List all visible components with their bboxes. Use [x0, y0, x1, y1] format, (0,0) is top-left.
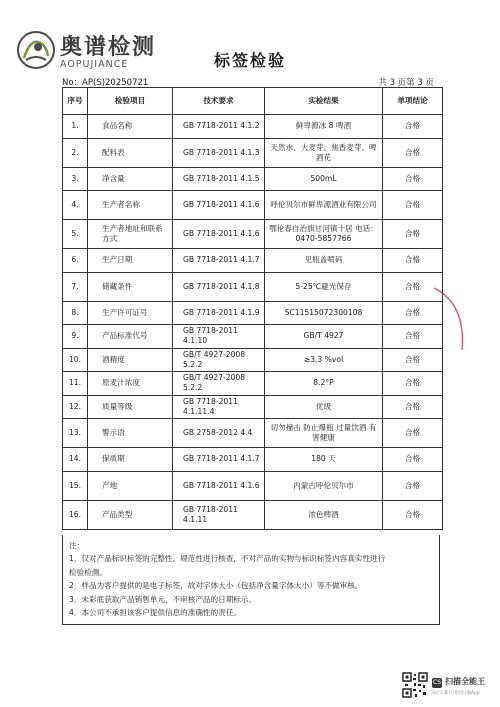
row-no: 6.	[63, 249, 88, 273]
row-item: 生产许可证号	[88, 301, 173, 325]
notes-heading: 注：	[69, 541, 85, 550]
row-verdict: 合格	[383, 191, 443, 220]
row-item: 配料表	[88, 138, 173, 167]
row-result: 鄂伦春自治旗甘河镇十居 电话：0470-5857766	[265, 220, 383, 249]
col-header-item: 检验项目	[88, 88, 173, 115]
qr-code-icon	[402, 672, 428, 698]
row-item: 警示语	[88, 419, 173, 448]
note-line: 4．本公司不承担该客户提供信息的准确性的责任。	[69, 608, 241, 618]
table-row	[63, 115, 443, 139]
col-header-no: 序号	[63, 88, 88, 115]
row-requirement: GB 2758-2012 4.4	[173, 419, 265, 448]
row-no: 7.	[63, 272, 88, 301]
row-item: 净含量	[88, 167, 173, 191]
row-item: 生产者地址和联系方式	[88, 220, 173, 249]
row-requirement: GB 7718-2011 4.1.3	[173, 138, 265, 167]
row-requirement: GB 7718-2011 4.1.6	[173, 191, 265, 220]
row-requirement: GB 7718-2011 4.1.7	[173, 249, 265, 273]
table-row	[63, 325, 443, 349]
notes-box	[62, 535, 440, 625]
row-verdict: 合格	[383, 372, 443, 396]
table-row	[63, 348, 443, 372]
row-item: 生产日期	[88, 249, 173, 273]
page-indicator: 共 3 页第 3 页	[378, 78, 434, 88]
row-item: 质量等级	[88, 395, 173, 419]
table-row	[63, 448, 443, 472]
row-no: 12.	[63, 395, 88, 419]
row-requirement: GB 7718-2011 4.1.5	[173, 167, 265, 191]
row-verdict: 合格	[383, 348, 443, 372]
row-result: 优级	[265, 395, 383, 419]
note-line: 3．未彩底获取产品销售单元，不审核产品的日期标示。	[69, 594, 257, 604]
row-verdict: 合格	[383, 448, 443, 472]
row-requirement: GB 7718-2011 4.1.6	[173, 471, 265, 500]
row-result: 8.2°P	[265, 372, 383, 396]
row-verdict: 合格	[383, 395, 443, 419]
row-result: 呼伦贝尔市鲜卑源酒业有限公司	[265, 191, 383, 220]
row-requirement: GB/T 4927-2008 5.2.2	[173, 348, 265, 372]
row-result: SC11515072300108	[265, 301, 383, 325]
table-header-row	[63, 88, 443, 115]
page-title: 标签检验	[213, 51, 286, 70]
row-item: 酒精度	[88, 348, 173, 372]
note-line: 1．仅对产品标识标签的完整性、规范性进行核查，不对产品的实物与标识标签内容真实性进行	[69, 554, 386, 564]
row-no: 1.	[63, 115, 88, 139]
row-no: 3.	[63, 167, 88, 191]
table-row	[63, 191, 443, 220]
table-row	[63, 249, 443, 273]
stamp-arc-icon	[432, 284, 472, 354]
row-verdict: 合格	[383, 301, 443, 325]
row-requirement: GB 7718-2011 4.1.9	[173, 301, 265, 325]
col-header-result: 实检结果	[265, 88, 383, 115]
col-header-requirement: 技术要求	[173, 88, 265, 115]
note-line: 检验检测。	[69, 567, 107, 577]
row-verdict: 合格	[383, 419, 443, 448]
row-item: 食品名称	[88, 115, 173, 139]
row-result: GB/T 4927	[265, 325, 383, 349]
row-no: 16.	[63, 500, 88, 529]
row-item: 产品类型	[88, 500, 173, 529]
table-row	[63, 167, 443, 191]
table-row	[63, 272, 443, 301]
row-result: 内蒙古呼伦贝尔市	[265, 471, 383, 500]
table-row	[63, 220, 443, 249]
row-item: 产地	[88, 471, 173, 500]
row-requirement: GB/T 4927-2008 5.2.2	[173, 372, 265, 396]
table-row	[63, 372, 443, 396]
row-result: 天然水、大麦芽、焦香麦芽、啤酒花	[265, 138, 383, 167]
row-result: 5-25℃避光保存	[265, 272, 383, 301]
row-requirement: GB 7718-2011 4.1.7	[173, 448, 265, 472]
row-verdict: 合格	[383, 471, 443, 500]
row-no: 14.	[63, 448, 88, 472]
row-no: 9.	[63, 325, 88, 349]
table-row	[63, 471, 443, 500]
table-row	[63, 500, 443, 529]
row-verdict: 合格	[383, 249, 443, 273]
scanner-app-tagline: 3亿人都在用的扫描App	[432, 691, 480, 696]
row-requirement: GB 7718-2011 4.1.11	[173, 500, 265, 529]
row-result: 切勿撞击 防止爆瓶 过量饮酒 有害健康	[265, 419, 383, 448]
row-result: 500mL	[265, 167, 383, 191]
row-requirement: GB 7718-2011 4.1.11.4	[173, 395, 265, 419]
row-result: 180 天	[265, 448, 383, 472]
row-no: 2.	[63, 138, 88, 167]
row-verdict: 合格	[383, 220, 443, 249]
row-result: 见瓶盖喷码	[265, 249, 383, 273]
row-no: 8.	[63, 301, 88, 325]
col-header-verdict: 单项结论	[383, 88, 443, 115]
table-row	[63, 395, 443, 419]
row-item: 生产者名称	[88, 191, 173, 220]
row-requirement: GB 7718-2011 4.1.2	[173, 115, 265, 139]
scanner-app-badge: CS	[433, 679, 441, 686]
document-number: No：AP(S)20250721	[62, 78, 149, 88]
row-item: 保质期	[88, 448, 173, 472]
row-requirement: GB 7718-2011 4.1.10	[173, 325, 265, 349]
row-no: 4.	[63, 191, 88, 220]
row-result: 鲜卑源冰 8 啤酒	[265, 115, 383, 139]
logo-chinese-text: 奥谱检测	[60, 35, 157, 60]
row-requirement: GB 7718-2011 4.1.8	[173, 272, 265, 301]
row-no: 13.	[63, 419, 88, 448]
row-verdict: 合格	[383, 325, 443, 349]
row-requirement: GB 7718-2011 4.1.6	[173, 220, 265, 249]
row-verdict: 合格	[383, 272, 443, 301]
logo-english-text: AOPUJIANCE	[60, 59, 129, 70]
row-no: 11.	[63, 372, 88, 396]
row-result: ≥3.3 %vol	[265, 348, 383, 372]
note-line: 2．样品为客户提供的是电子标签，故对字体大小（包括净含量字体大小）等不做审核。	[69, 581, 363, 591]
row-item: 储藏条件	[88, 272, 173, 301]
table-row	[63, 301, 443, 325]
row-verdict: 合格	[383, 115, 443, 139]
inspection-table	[62, 87, 443, 530]
row-no: 10.	[63, 348, 88, 372]
scanner-app-name: 扫描全能王	[445, 677, 485, 686]
row-result: 浓色啤酒	[265, 500, 383, 529]
row-no: 15.	[63, 471, 88, 500]
row-item: 原麦汁浓度	[88, 372, 173, 396]
row-no: 5.	[63, 220, 88, 249]
row-verdict: 合格	[383, 500, 443, 529]
row-item: 产品标准代号	[88, 325, 173, 349]
table-row	[63, 138, 443, 167]
row-verdict: 合格	[383, 138, 443, 167]
row-verdict: 合格	[383, 167, 443, 191]
table-row	[63, 419, 443, 448]
